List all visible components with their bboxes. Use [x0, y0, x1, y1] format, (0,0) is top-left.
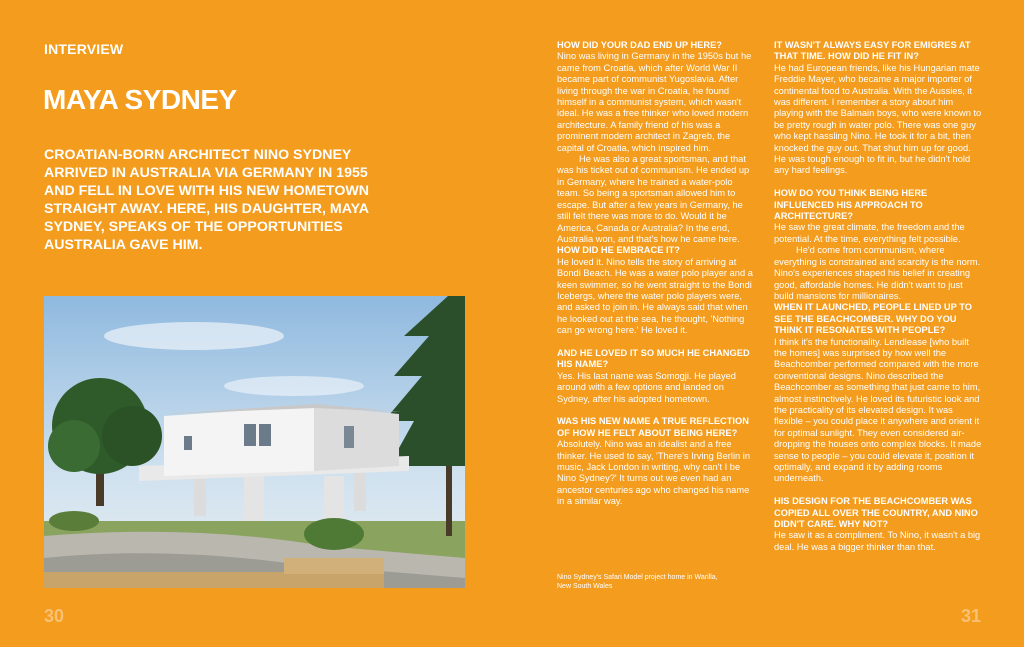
- article-title: MAYA SYDNEY: [43, 84, 237, 115]
- text-column-1: [557, 40, 757, 519]
- photo-illustration: [44, 296, 465, 588]
- answer-1-paragraph-2: He was also a great sportsman, and that was his ticket out of communism. He ended up in Germany, where he trained a water-polo team. So being a sportsman allowed him to escape. But after a few years in Germany, he still felt there was more to do. Would it be America, Canada or Australia? In the end, Australia won, and that's how he came here.: [557, 154, 750, 244]
- answer-6-paragraph-2: He'd come from communism, where everything is constrained and scarcity is the norm. Nino's experiences shaped his belief in creating good, affordable homes. He didn't want to just build mansions for millionaires.: [774, 245, 981, 301]
- answer-5: He had European friends, like his Hungarian mate Freddie Mayer, who became a major importer of continental food to Australia. With the Aussies, it was different. I remember a story about him playing with the Balmain boys, who were known to be pretty rough in water polo. There was one guy who kept hassling Nino. He took it for a bit, then knocked the guy out. That shut him up for good. He was tough enough to fit in, but he didn't hold any hard feelings.: [774, 62, 982, 176]
- answer-6-paragraph-1: He saw the great climate, the freedom and the potential. At the time, everything felt possible.: [774, 222, 965, 244]
- photo-caption: Nino Sydney's Safari Model project home in Warilla, New South Wales: [557, 574, 718, 590]
- question-8: HIS DESIGN FOR THE BEACHCOMBER WAS COPIED ALL OVER THE COUNTRY, AND NINO DIDN'T CARE. WHY NOT?: [774, 496, 978, 530]
- question-2: HOW DID HE EMBRACE IT?: [557, 245, 680, 256]
- text-column-2: [774, 40, 984, 565]
- answer-8: He saw it as a compliment. To Nino, it wasn't a big deal. He was a bigger thinker than that.: [774, 530, 981, 552]
- answer-3: Yes. His last name was Somogji. He played around with a few options and landed on Sydney, after his adopted hometown.: [557, 370, 736, 404]
- question-5: IT WASN'T ALWAYS EASY FOR EMIGRES AT THAT TIME. HOW DID HE FIT IN?: [774, 40, 971, 62]
- page-number-left: 30: [44, 606, 65, 626]
- answer-2: He loved it. Nino tells the story of arriving at Bondi Beach. He was a water polo player and a keen swimmer, so he went straight to the Bondi Icebergs, where the water polo players were, and asked to join in. He always said that when he looked out at the sea, he thought, 'Nothing can go wrong here.' He loved it.: [557, 256, 753, 336]
- answer-7: I think it's the functionality. Lendlease [who built the homes] was surprised by how well the Beachcomber performed compared with the more conventional designs. Nino described the Beachcomber as something that just came to him, almost instinctively. He loved its futuristic look and the practicality of its elevated design. It was flexible – you could place it anywhere and orient it for optimal sunlight. They even considered air-dropping the houses onto complex blocks. It made sense to people – you could elevate it, position it optimally, and expand it by adding rooms underneath.: [774, 336, 982, 484]
- page-number-right: 31: [961, 606, 982, 626]
- question-7: WHEN IT LAUNCHED, PEOPLE LINED UP TO SEE THE BEACHCOMBER. WHY DO YOU THINK IT RESONATES WITH PEOPLE?: [774, 302, 973, 336]
- house-photo: [44, 296, 465, 588]
- standfirst: CROATIAN-BORN ARCHITECT NINO SYDNEY ARRIVED IN AUSTRALIA VIA GERMANY IN 1955 AND FELL IN LOVE WITH HIS NEW HOMETOWN STRAIGHT AWAY. HERE, HIS DAUGHTER, MAYA SYDNEY, SPEAKS OF THE OPPORTUNITIES AUSTRALIA GAVE HIM.: [44, 147, 369, 253]
- question-4: WAS HIS NEW NAME A TRUE REFLECTION OF HOW HE FELT ABOUT BEING HERE?: [557, 416, 749, 438]
- question-1: HOW DID YOUR DAD END UP HERE?: [557, 40, 722, 50]
- question-6: HOW DO YOU THINK BEING HERE INFLUENCED HIS APPROACH TO ARCHITECTURE?: [774, 188, 928, 222]
- answer-1-paragraph-1: Nino was living in Germany in the 1950s but he came from Croatia, which after World War II became part of communist Yugoslavia. After living through the war in Croatia, he found himself in a communist system, which wasn't ideal. He was a free thinker who loved modern architecture. A family friend of his was a prominent modern architect in Zagreb, the capital of Croatia, which inspired him.: [557, 51, 752, 153]
- section-kicker: INTERVIEW: [44, 41, 124, 57]
- question-3: AND HE LOVED IT SO MUCH HE CHANGED HIS NAME?: [557, 347, 750, 370]
- answer-4: Absolutely. Nino was an idealist and a free thinker. He used to say, 'There's Irving Berlin in music, Jack London in writing, why can't I be Nino Sydney?' It turns out we even had an ancestor centuries ago who changed his name in a similar way.: [557, 439, 751, 507]
